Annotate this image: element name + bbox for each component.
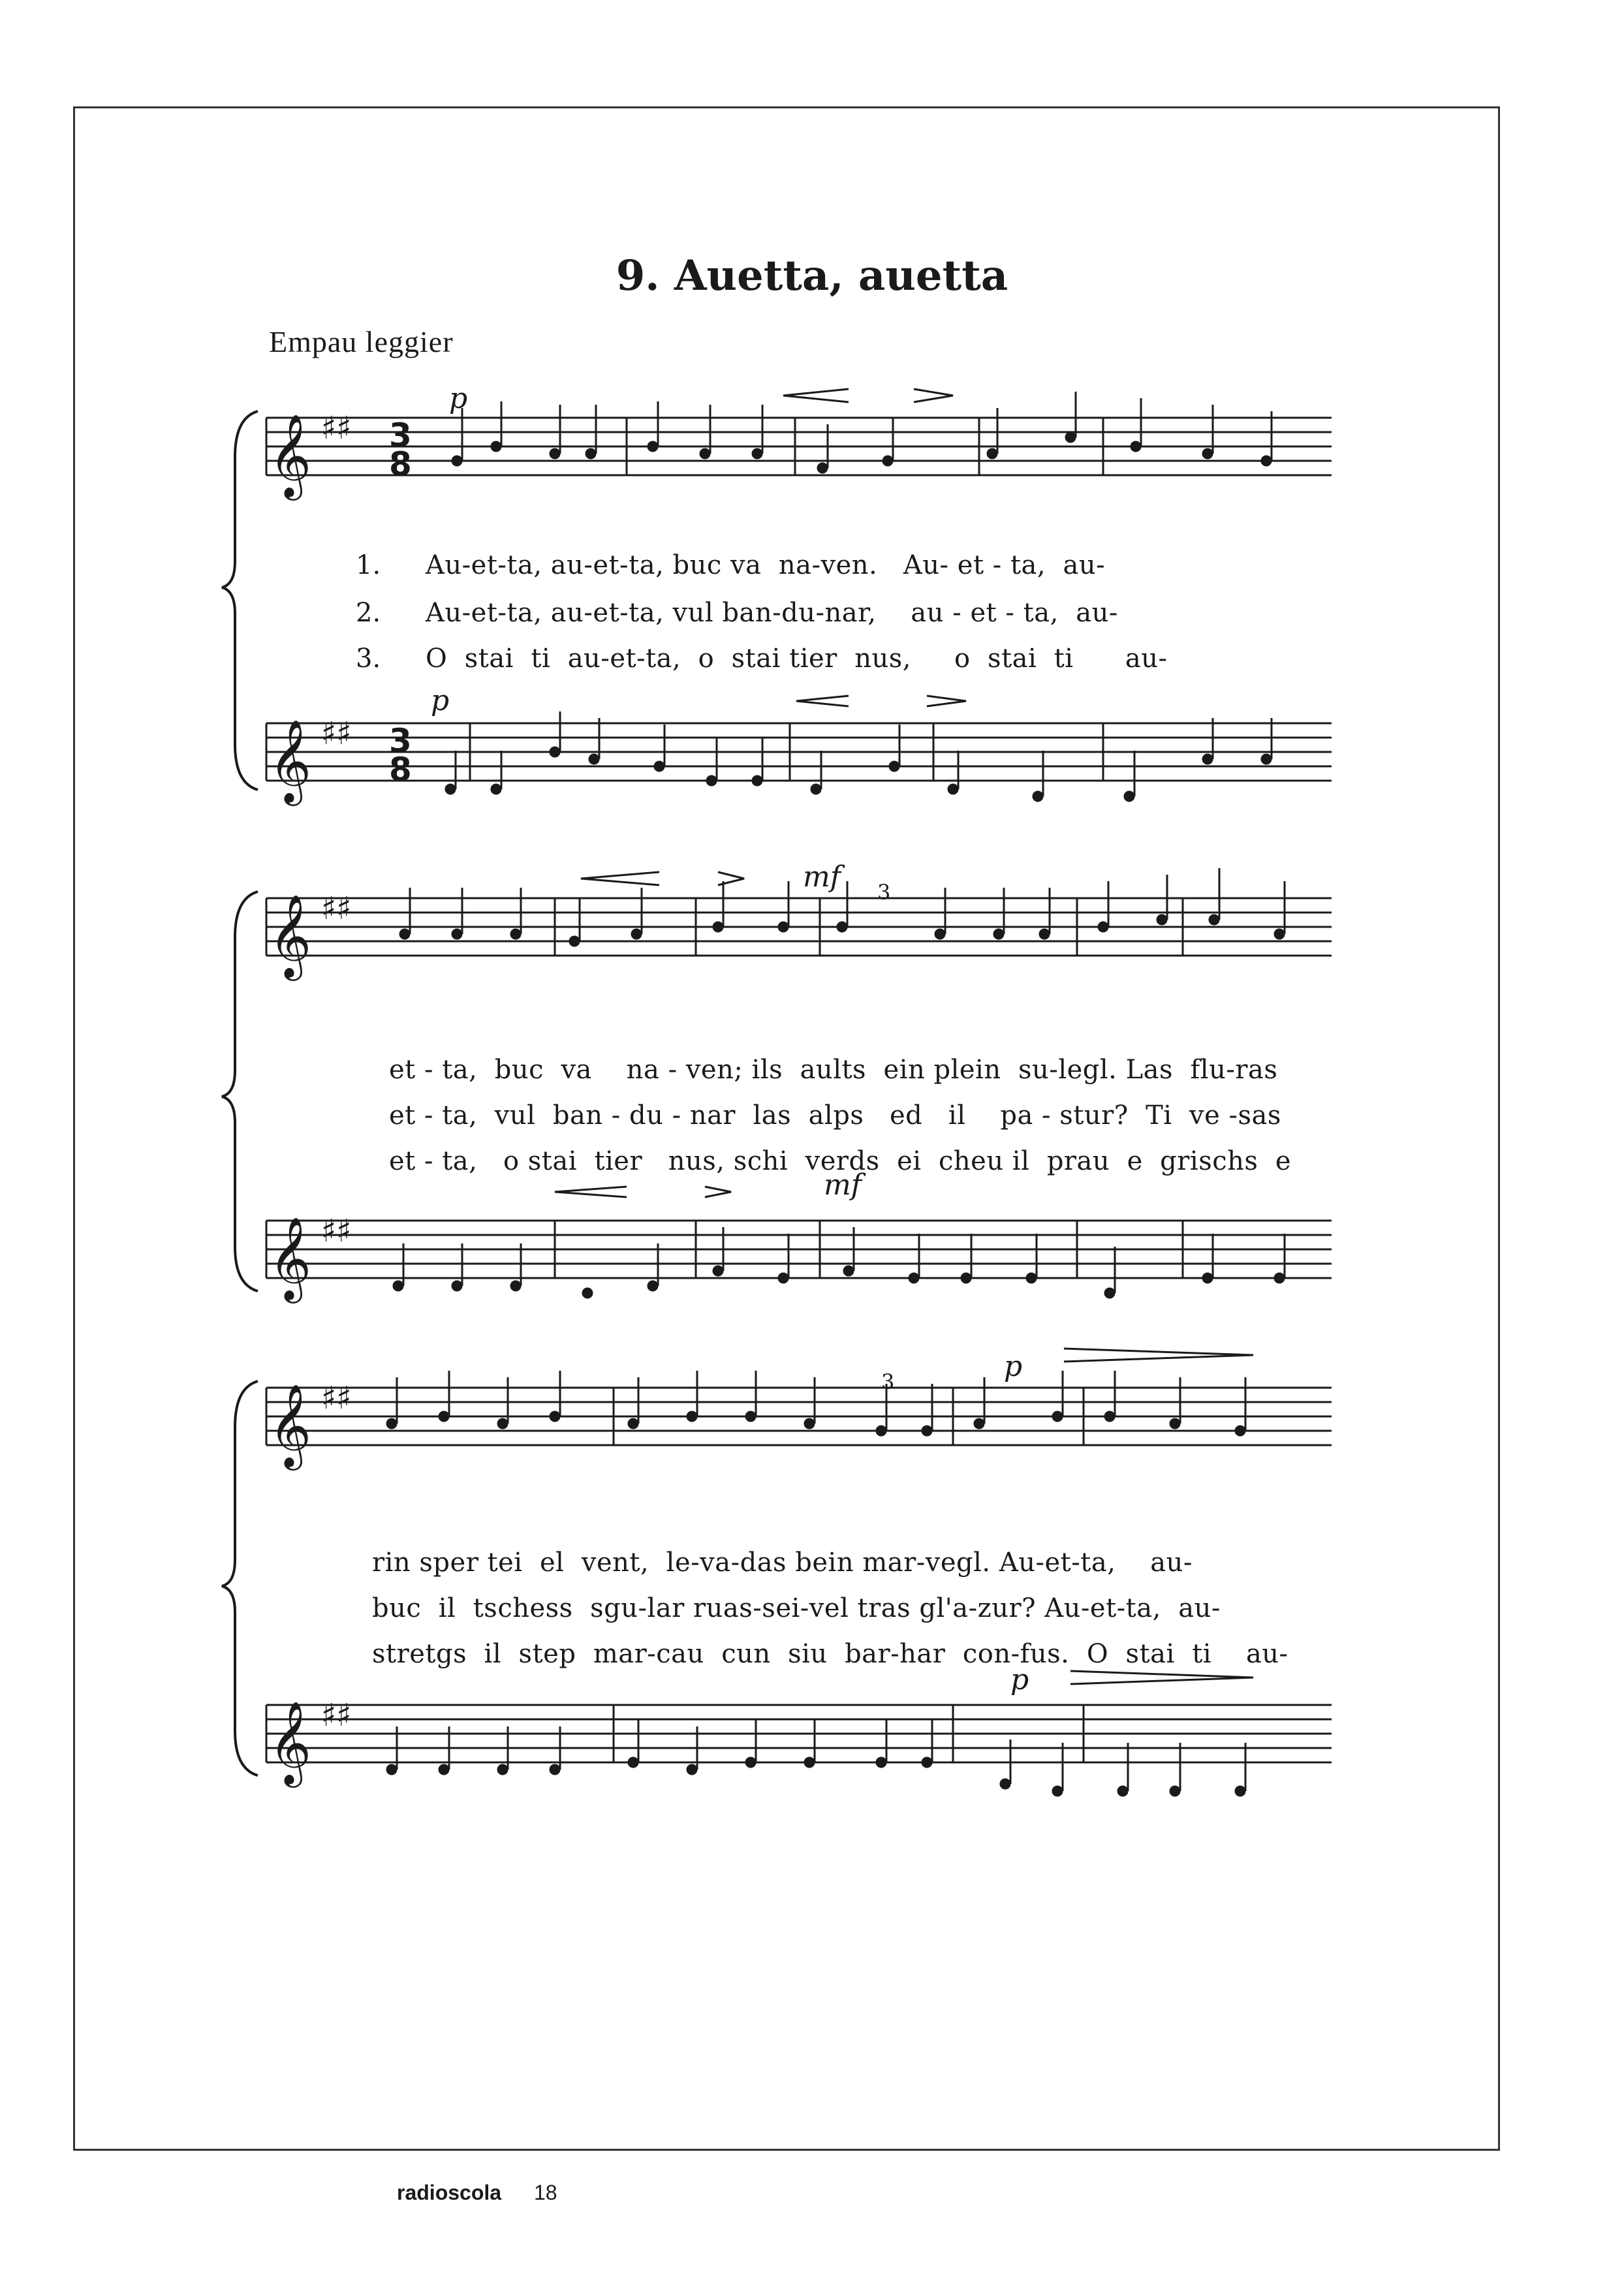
dynamic-mf: mf [803, 860, 841, 894]
dynamic-p: p [449, 382, 468, 415]
lyric-line: stretgs il step mar-cau cun siu bar-har con-fus. O stai ti au- [372, 1639, 1288, 1669]
system-3-brace [222, 1381, 258, 1775]
dynamics-hairpins [555, 389, 1253, 1684]
system-1-lower-staff [266, 723, 1332, 781]
lyric-line: et - ta, vul ban - du - nar las alps ed il pa - stur? Ti ve -sas [389, 1101, 1281, 1131]
time-signature-top: 3 [389, 416, 412, 454]
treble-clef-icon: 𝄞 [269, 894, 312, 977]
time-signature-bottom: 8 [389, 445, 412, 483]
song-title: 9. Auetta, auetta [616, 251, 1008, 300]
verse-number: 3. [356, 644, 381, 674]
verse-number: 2. [356, 598, 381, 628]
lyric-line: buc il tschess sgu-lar ruas-sei-vel tras gl'a-zur? Au-et-ta, au- [372, 1593, 1221, 1623]
tempo-marking: Empau leggier [269, 325, 454, 358]
lyric-line: Au-et-ta, au-et-ta, vul ban-du-nar, au - et - ta, au- [426, 598, 1118, 628]
dynamic-p: p [1004, 1350, 1023, 1383]
treble-clef-icon: 𝄞 [269, 1383, 312, 1467]
sharp-icon: ♯♯ [321, 410, 352, 446]
lyric-line: O stai ti au-et-ta, o stai tier nus, o stai ti au- [426, 644, 1168, 674]
dynamic-mf: mf [824, 1168, 862, 1202]
dynamic-p: p [1010, 1663, 1029, 1696]
dynamic-p: p [431, 684, 450, 717]
system-3-treble-staff [266, 1388, 1332, 1445]
treble-clef-icon: 𝄞 [269, 719, 312, 802]
treble-clef-icon: 𝄞 [269, 1216, 312, 1300]
time-signature-bottom: 8 [389, 751, 412, 788]
treble-clef-icon: 𝄞 [269, 1700, 312, 1784]
triplet-mark: 3 [881, 1369, 895, 1394]
treble-clef-icon: 𝄞 [269, 413, 312, 497]
page-number: 18 [534, 2181, 557, 2204]
sharp-icon: ♯♯ [321, 1697, 352, 1734]
verse-number: 1. [356, 550, 381, 580]
sharp-icon: ♯♯ [321, 715, 352, 752]
sharp-icon: ♯♯ [321, 1380, 352, 1416]
time-signature-top: 3 [389, 722, 412, 760]
system-2-treble-staff [266, 898, 1332, 956]
lyric-line: Au-et-ta, au-et-ta, buc va na-ven. Au- et - ta, au- [426, 550, 1106, 580]
system-3-lower-staff [266, 1705, 1332, 1762]
triplet-mark: 3 [877, 880, 891, 905]
footer-brand: radioscola [397, 2181, 502, 2204]
sharp-icon: ♯♯ [321, 890, 352, 927]
sharp-icon: ♯♯ [321, 1213, 352, 1249]
system-2-brace [222, 892, 258, 1291]
lyric-line: rin sper tei el vent, le-va-das bein mar-vegl. Au-et-ta, au- [372, 1548, 1193, 1578]
system-2-lower-staff [266, 1221, 1332, 1278]
system-1-treble-staff [266, 418, 1332, 475]
lyric-line: et - ta, buc va na - ven; ils aults ein plein su-legl. Las flu-ras [389, 1055, 1278, 1085]
system-1-brace [222, 411, 258, 790]
lyric-line: et - ta, o stai tier nus, schi verds ei cheu il prau e grischs e [389, 1146, 1292, 1176]
